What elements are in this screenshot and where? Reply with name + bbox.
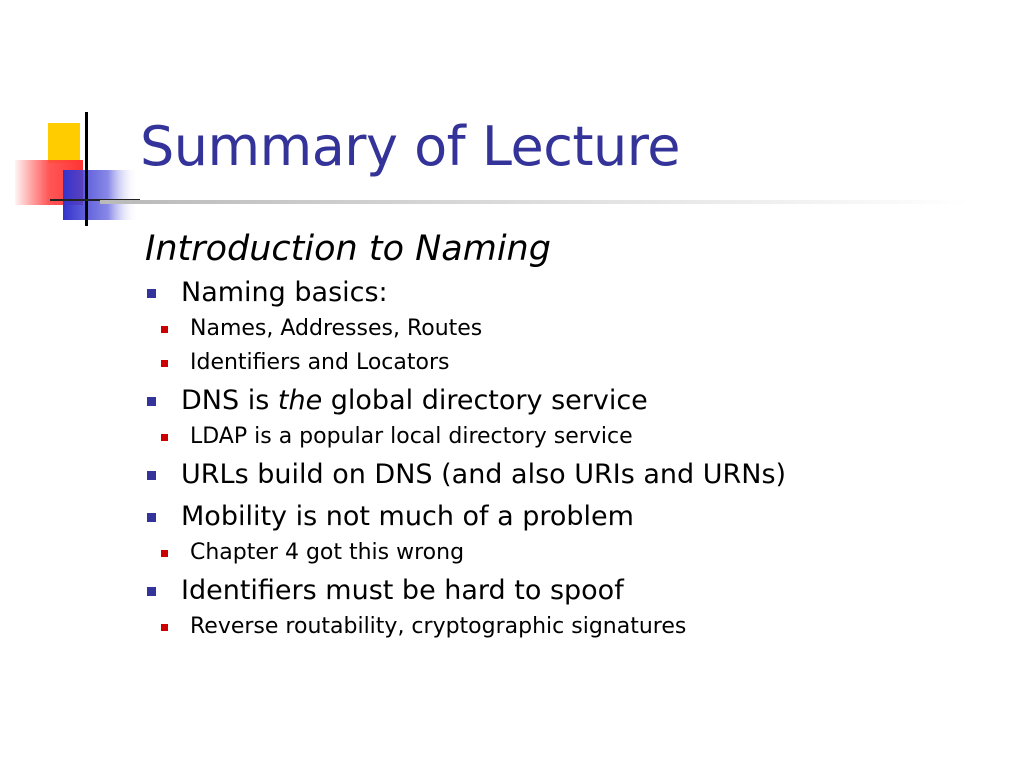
square-bullet-icon (161, 360, 168, 367)
sub-bullet-group (145, 312, 1005, 380)
square-bullet-icon (147, 289, 156, 298)
bullet-text: URLs build on DNS (and also URIs and URNs) (181, 459, 787, 490)
section-heading: Introduction to Naming (145, 229, 551, 269)
bullet-list (145, 274, 1005, 644)
bullet-item (145, 498, 1005, 536)
logo-blue-bar (63, 170, 138, 220)
bullet-text-pre: DNS is (181, 385, 278, 416)
sub-bullet-text: Names, Addresses, Routes (190, 316, 483, 341)
bullet-text: Naming basics: (181, 277, 388, 308)
sub-bullet-list (145, 420, 1005, 454)
sub-bullet-group (145, 610, 1005, 644)
sub-bullet-item (145, 312, 1005, 346)
logo-vertical-line (85, 112, 88, 226)
square-bullet-icon (147, 471, 156, 480)
sub-bullet-list (145, 610, 1005, 644)
square-bullet-icon (147, 587, 156, 596)
slide-corner-logo (0, 0, 140, 240)
sub-bullet-item (145, 536, 1005, 570)
sub-bullet-list (145, 536, 1005, 570)
sub-bullet-list (145, 312, 1005, 380)
bullet-item (145, 382, 1005, 420)
sub-bullet-group (145, 536, 1005, 570)
square-bullet-icon (161, 624, 168, 631)
sub-bullet-text: Chapter 4 got this wrong (190, 540, 465, 565)
square-bullet-icon (161, 326, 168, 333)
sub-bullet-text: Identifiers and Locators (190, 350, 450, 375)
bullet-text: Mobility is not much of a problem (181, 501, 634, 532)
bullet-text-post: global directory service (322, 385, 648, 416)
bullet-item (145, 456, 1005, 494)
square-bullet-icon (161, 434, 168, 441)
square-bullet-icon (147, 397, 156, 406)
square-bullet-icon (147, 513, 156, 522)
sub-bullet-item (145, 346, 1005, 380)
slide-body (145, 224, 1005, 646)
sub-bullet-item (145, 610, 1005, 644)
bullet-text: Identifiers must be hard to spoof (181, 575, 624, 606)
bullet-item (145, 274, 1005, 312)
title-underline (100, 200, 970, 204)
sub-bullet-text: Reverse routability, cryptographic signatures (190, 614, 687, 639)
bullet-text-emphasis: the (277, 385, 323, 416)
logo-yellow-square (48, 123, 80, 163)
sub-bullet-item (145, 420, 1005, 454)
sub-bullet-text: LDAP is a popular local directory service (190, 424, 633, 449)
bullet-item (145, 572, 1005, 610)
square-bullet-icon (161, 550, 168, 557)
sub-bullet-group (145, 420, 1005, 454)
slide-title: Summary of Lecture (140, 115, 681, 178)
